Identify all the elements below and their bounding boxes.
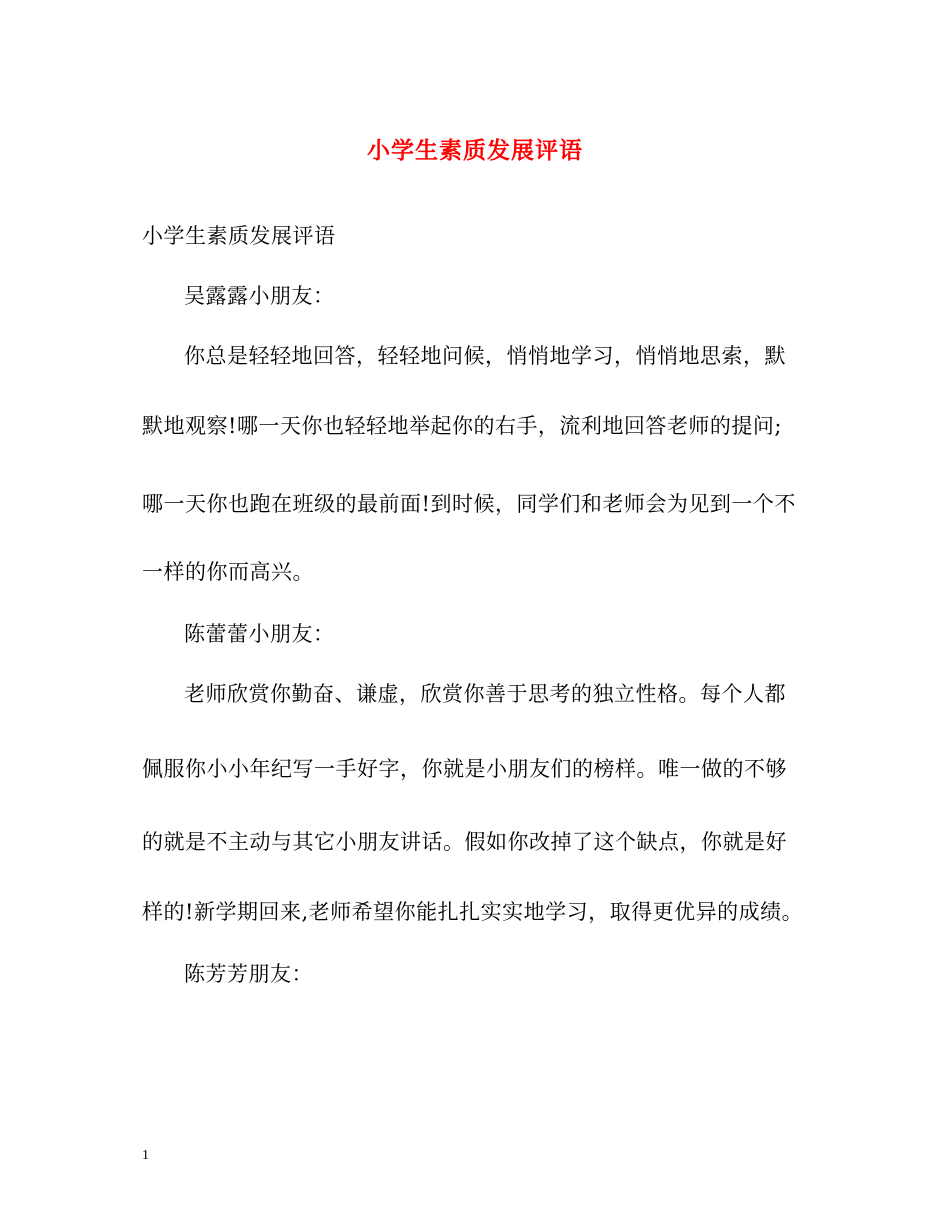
paragraph-line: 老师欣赏你勤奋、谦虚，欣赏你善于思考的独立性格。每个人都	[184, 682, 786, 706]
paragraph-line: 一样的你而高兴。	[142, 560, 314, 584]
document-title: 小学生素质发展评语	[367, 137, 583, 164]
paragraph-line: 样的!新学期回来,老师希望你能扎扎实实地学习，取得更优异的成绩。	[142, 900, 804, 924]
paragraph-line: 的就是不主动与其它小朋友讲话。假如你改掉了这个缺点，你就是好	[142, 830, 787, 854]
salutation-chen-leilei: 陈蕾蕾小朋友：	[184, 622, 335, 646]
salutation-wu-lulu: 吴露露小朋友：	[184, 284, 335, 308]
paragraph-line: 你总是轻轻地回答，轻轻地问候，悄悄地学习，悄悄地思索，默	[184, 344, 786, 368]
salutation-chen-fangfang: 陈芳芳朋友：	[184, 962, 313, 986]
paragraph-line: 默地观察!哪一天你也轻轻地举起你的右手，流利地回答老师的提问;	[142, 414, 783, 438]
paragraph-line: 佩服你小小年纪写一手好字，你就是小朋友们的榜样。唯一做的不够	[142, 757, 787, 781]
document-subtitle: 小学生素质发展评语	[142, 224, 336, 248]
paragraph-line: 哪一天你也跑在班级的最前面!到时候，同学们和老师会为见到一个不	[142, 492, 796, 516]
page-number: 1	[142, 1148, 149, 1163]
